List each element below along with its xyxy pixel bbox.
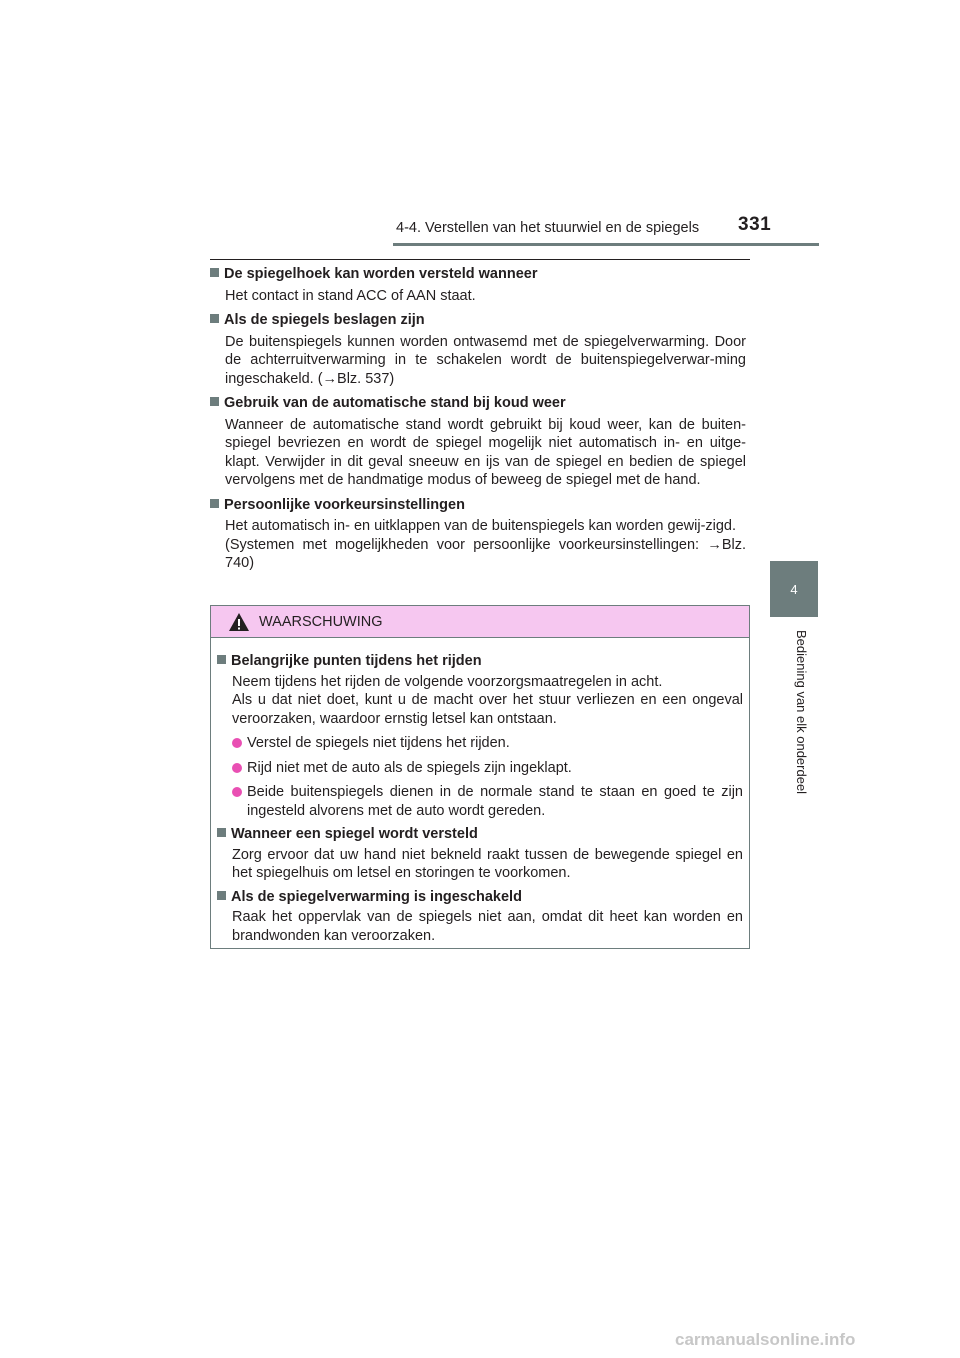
warning-section [217, 888, 743, 946]
info-section [210, 496, 746, 573]
section-body: Het automatisch in- en uitklappen van de buitenspiegels kan worden gewij-zigd. [225, 518, 737, 534]
info-section [210, 311, 746, 388]
content-divider [210, 259, 750, 260]
section-body: De buitenspiegels kunnen worden ontwasemd met de spiegelverwarming. Door de achterruitverwarming in te schakelen wordt de buitenspiegelverwar-ming ingeschakeld. (→Blz. 537) [225, 333, 746, 387]
section-body: Wanneer de automatische stand wordt gebruikt bij koud weer, kan de buiten-spiegel bevriezen en wordt de spiegel mogelijk niet automatisch in- en uitge-klapt. Verwijder in dit geval sneeuw en ijs van de spiegel en bedien de spiegel vervolgens met de handmatige modus of beweeg de spiegel met de hand. [225, 416, 746, 488]
section-heading: Gebruik van de automatische stand bij koud weer [224, 395, 566, 411]
warning-heading: Als de spiegelverwarming is ingeschakeld [231, 888, 522, 905]
dot-bullet-icon [232, 763, 242, 773]
chapter-header-title: 4-4. Verstellen van het stuurwiel en de spiegels [396, 220, 700, 236]
warning-triangle-icon [228, 612, 250, 632]
warning-bullet [217, 783, 743, 820]
warning-header [211, 606, 749, 638]
warning-text: Raak het oppervlak van de spiegels niet aan, omdat dit heet kan worden en brandwonden kan veroorzaken. [232, 909, 743, 944]
info-section [210, 394, 746, 490]
square-bullet-icon [210, 397, 219, 406]
info-section [210, 265, 746, 305]
chapter-tab-label: Bediening van elk onderdeel [794, 630, 809, 795]
warning-bullet [217, 759, 743, 778]
square-bullet-icon [210, 314, 219, 323]
chapter-tab-number: 4 [790, 581, 798, 597]
square-bullet-icon [217, 828, 226, 837]
section-heading: Als de spiegels beslagen zijn [224, 312, 425, 328]
bullet-text: Rijd niet met de auto als de spiegels zijn ingeklapt. [247, 759, 572, 776]
square-bullet-icon [210, 268, 219, 277]
dot-bullet-icon [232, 738, 242, 748]
section-body: Het contact in stand ACC of AAN staat. [225, 287, 476, 304]
square-bullet-icon [217, 891, 226, 900]
warning-body [211, 638, 749, 945]
page-number: 331 [738, 214, 772, 235]
watermark: carmanualsonline.info [675, 1330, 856, 1349]
main-content [210, 265, 746, 579]
warning-box [210, 605, 750, 949]
square-bullet-icon [210, 499, 219, 508]
warning-title: WAARSCHUWING [259, 613, 383, 630]
section-body-note: (Systemen met mogelijkheden voor persoonlijke voorkeursinstellingen: →Blz. 740) [225, 536, 746, 571]
bullet-text: Verstel de spiegels niet tijdens het rijden. [247, 735, 510, 751]
warning-heading: Belangrijke punten tijdens het rijden [231, 653, 482, 669]
section-heading: De spiegelhoek kan worden versteld wanneer [224, 266, 538, 282]
bullet-text: Beide buitenspiegels dienen in de normale stand te staan en goed te zijn ingesteld alvorens met de auto wordt gereden. [247, 784, 743, 819]
section-heading: Persoonlijke voorkeursinstellingen [224, 496, 465, 513]
dot-bullet-icon [232, 787, 242, 797]
warning-heading: Wanneer een spiegel wordt versteld [231, 826, 478, 842]
header-divider [393, 243, 819, 246]
warning-section [217, 652, 743, 820]
warning-text: Neem tijdens het rijden de volgende voorzorgsmaatregelen in acht. [232, 673, 663, 690]
square-bullet-icon [217, 655, 226, 664]
warning-bullet [217, 734, 743, 753]
chapter-tab[interactable] [770, 561, 818, 617]
warning-section [217, 825, 743, 883]
warning-text: Als u dat niet doet, kunt u de macht over het stuur verliezen en een ongeval veroorzaken, waardoor ernstig letsel kan ontstaan. [232, 692, 743, 727]
warning-text: Zorg ervoor dat uw hand niet bekneld raakt tussen de bewegende spiegel en het spiegelhuis om letsel en storingen te voorkomen. [232, 846, 743, 881]
